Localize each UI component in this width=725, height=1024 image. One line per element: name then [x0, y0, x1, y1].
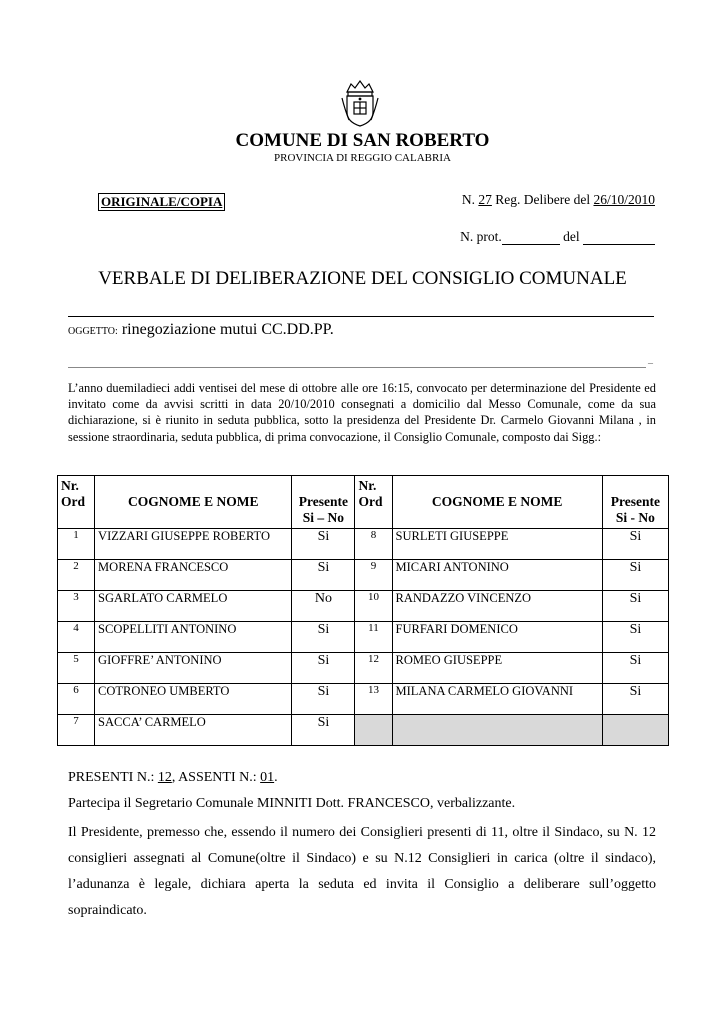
member-name: FURFARI DOMENICO — [392, 622, 602, 653]
reg-prefix: N. — [461, 192, 476, 207]
table-row — [58, 622, 669, 653]
table-header-row — [58, 476, 669, 529]
table-row — [58, 715, 669, 746]
present-label: PRESENTI N.: — [68, 770, 155, 785]
empty-cell — [355, 715, 392, 746]
secretary-paragraph: Partecipa il Segretario Comunale MINNITI Dott. FRANCESCO, verbalizzante. — [68, 796, 516, 811]
absent-label: , ASSENTI N.: — [171, 770, 257, 785]
member-name: SGARLATO CARMELO — [95, 591, 292, 622]
page-title: COMUNE DI SAN ROBERTO — [235, 130, 490, 151]
member-number: 8 — [355, 529, 392, 560]
member-number: 11 — [355, 622, 392, 653]
verbale-title: VERBALE DI DELIBERAZIONE DEL CONSIGLIO COMUNALE — [98, 268, 627, 289]
absent-count: 01 — [260, 770, 275, 785]
member-name: MILANA CARMELO GIOVANNI — [392, 684, 602, 715]
prot-del-label: del — [563, 229, 580, 244]
trailing-dash: – — [648, 358, 653, 369]
table-row — [58, 560, 669, 591]
subject-line — [68, 321, 334, 339]
member-presence: Si — [602, 653, 668, 684]
prot-number-blank — [502, 230, 560, 245]
header-present-left: Presente Si – No — [292, 476, 355, 529]
member-number: 12 — [355, 653, 392, 684]
member-name: MORENA FRANCESCO — [95, 560, 292, 591]
page-subtitle: PROVINCIA DI REGGIO CALABRIA — [274, 152, 451, 164]
member-name: SURLETI GIUSEPPE — [392, 529, 602, 560]
member-presence: Si — [602, 622, 668, 653]
subject-divider — [68, 367, 646, 368]
member-number: 6 — [58, 684, 95, 715]
member-name: RANDAZZO VINCENZO — [392, 591, 602, 622]
member-name: ROMEO GIUSEPPE — [392, 653, 602, 684]
prot-date-blank — [583, 230, 655, 245]
member-number: 1 — [58, 529, 95, 560]
member-name: COTRONEO UMBERTO — [95, 684, 292, 715]
reg-date: 26/10/2010 — [593, 192, 655, 207]
attendance-summary — [68, 770, 278, 786]
table-row — [58, 529, 669, 560]
attendance-end: . — [274, 770, 278, 785]
member-number: 2 — [58, 560, 95, 591]
member-presence: Si — [602, 529, 668, 560]
present-count: 12 — [157, 770, 172, 785]
member-presence: Si — [292, 684, 355, 715]
empty-cell — [392, 715, 602, 746]
table-row — [58, 591, 669, 622]
header-present-right: Presente Si - No — [602, 476, 668, 529]
empty-cell — [602, 715, 668, 746]
member-presence: Si — [292, 653, 355, 684]
member-presence: Si — [602, 560, 668, 591]
member-presence: Si — [292, 560, 355, 591]
header-name-right: COGNOME E NOME — [392, 476, 602, 529]
table-row — [58, 653, 669, 684]
member-name: GIOFFRE’ ANTONINO — [95, 653, 292, 684]
member-name: MICARI ANTONINO — [392, 560, 602, 591]
prot-label: N. prot. — [460, 229, 502, 244]
member-name: SACCA’ CARMELO — [95, 715, 292, 746]
member-number: 4 — [58, 622, 95, 653]
table-row — [58, 684, 669, 715]
member-number: 7 — [58, 715, 95, 746]
member-presence: Si — [292, 622, 355, 653]
protocol-line — [460, 229, 655, 245]
member-number: 13 — [355, 684, 392, 715]
reg-text: Reg. Delibere del — [495, 192, 591, 207]
president-paragraph: Il Presidente, premesso che, essendo il numero dei Consiglieri presenti di 11, oltre il Sindaco, su N. 12 consiglieri assegnati al Comune(oltre il Sindaco) e su N.12 Consiglieri in carica (oltre il sindaco), l’adunanza è legale, dichiara aperta la seduta ed invita il Consiglio a deliberare sull’oggetto sopraindicato. — [68, 825, 656, 918]
reg-number: 27 — [478, 192, 492, 207]
member-number: 10 — [355, 591, 392, 622]
member-presence: No — [292, 591, 355, 622]
council-members-table — [57, 475, 669, 746]
title-divider — [68, 316, 654, 317]
subject-label: OGGETTO: — [68, 326, 118, 337]
member-presence: Si — [292, 715, 355, 746]
header-nr-right: Nr. Ord — [355, 476, 392, 529]
member-number: 3 — [58, 591, 95, 622]
subject-text: rinegoziazione mutui CC.DD.PP. — [121, 321, 334, 338]
intro-paragraph: L’anno duemiladieci addi ventisei del mese di ottobre alle ore 16:15, convocato per determinazione del Presidente ed invitato come da avvisi scritti in data 20/10/2010 consegnati a domicilio dal Messo Comunale, come da sua dichiarazione, si è riunito in seduta pubblica, sotto la presidenza del Presidente Dr. Carmelo Giovanni Milana , in sessione straordinaria, seduta pubblica, di prima convocazione, il Consiglio Comunale, composto dai Sigg.: — [68, 381, 656, 444]
member-number: 9 — [355, 560, 392, 591]
member-number: 5 — [58, 653, 95, 684]
municipal-crest-icon — [339, 78, 381, 128]
header-name-left: COGNOME E NOME — [95, 476, 292, 529]
original-copy-label: ORIGINALE/COPIA — [98, 193, 225, 211]
member-presence: Si — [602, 591, 668, 622]
member-presence: Si — [292, 529, 355, 560]
member-name: VIZZARI GIUSEPPE ROBERTO — [95, 529, 292, 560]
member-presence: Si — [602, 684, 668, 715]
registration-line — [462, 192, 655, 208]
header-nr-left: Nr. Ord — [58, 476, 95, 529]
member-name: SCOPELLITI ANTONINO — [95, 622, 292, 653]
